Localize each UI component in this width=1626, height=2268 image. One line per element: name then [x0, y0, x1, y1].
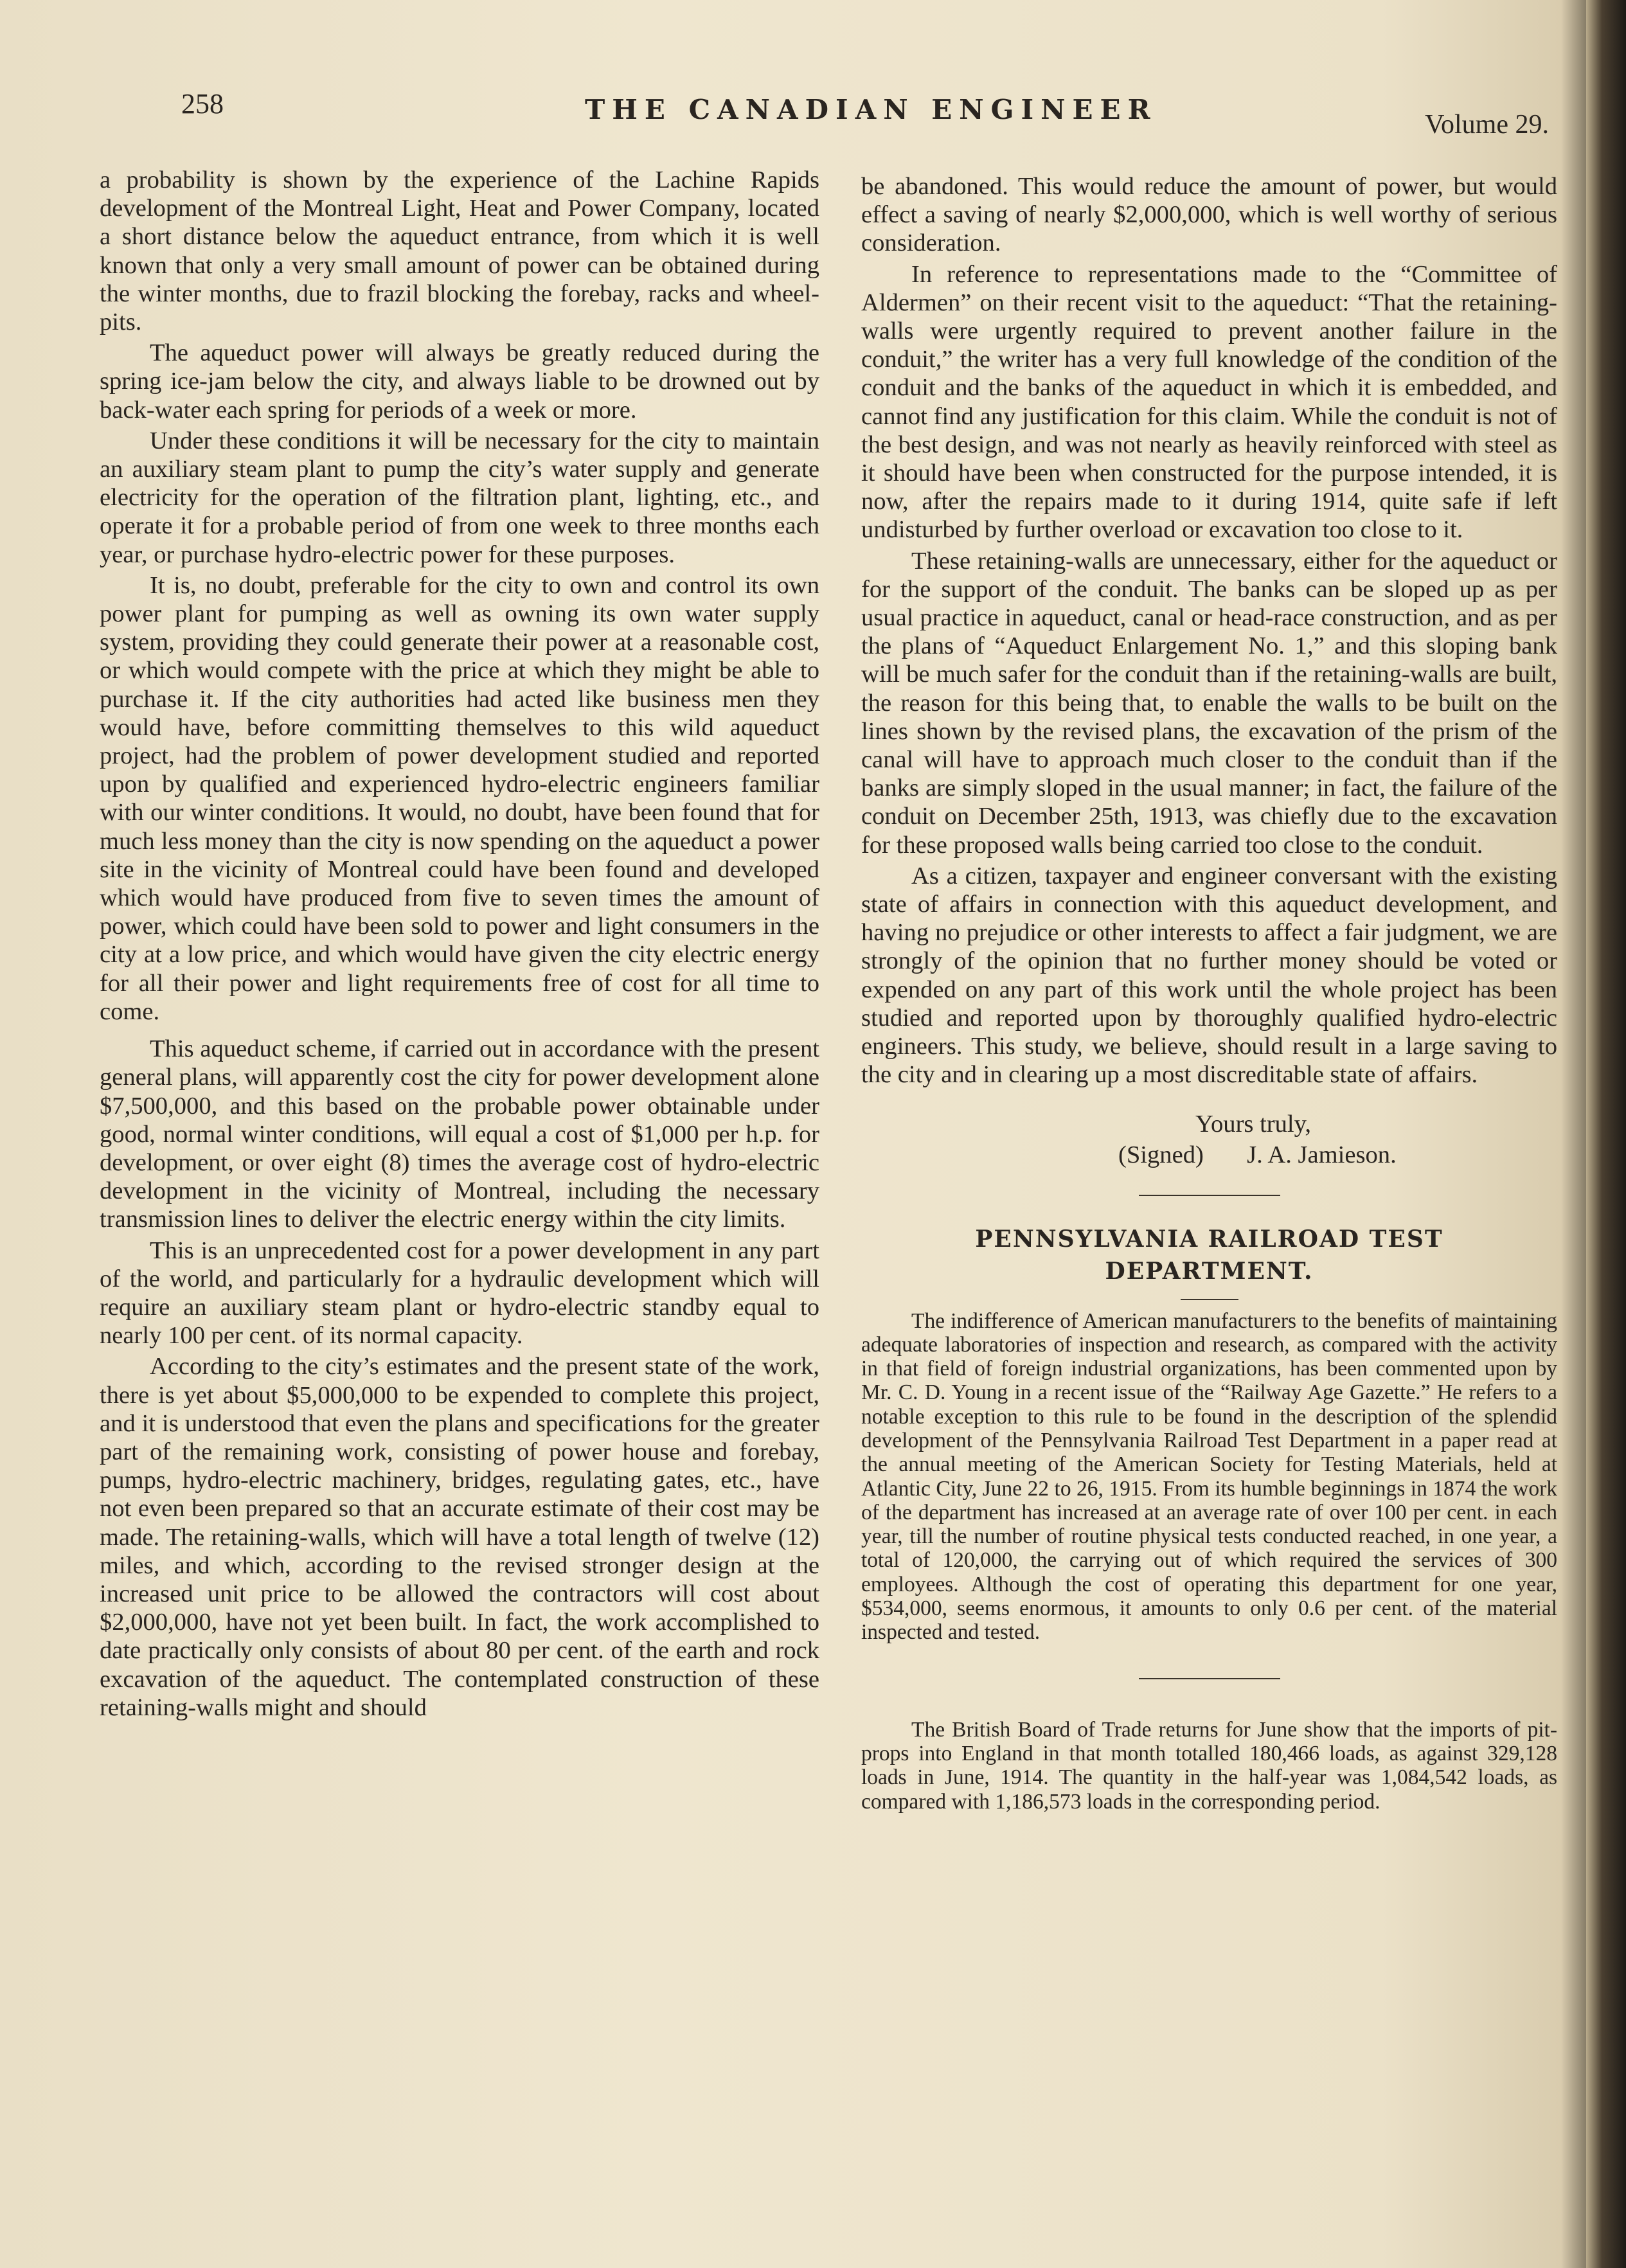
article-title-line: DEPARTMENT. — [1105, 1257, 1314, 1285]
page-number: 258 — [181, 88, 224, 120]
paragraph: The aqueduct power will always be greatly reduced during the spring ice-jam below the city, and always liable to be drowned out by back-water each spring for periods of a week or more. — [100, 339, 819, 424]
right-column — [861, 172, 1557, 1814]
article-title — [861, 1223, 1557, 1287]
paragraph: be abandoned. This would reduce the amount of power, but would effect a saving of nearly $2,000,000, which is well worthy of serious consideration. — [861, 173, 1557, 257]
paragraph: Under these conditions it will be necessary for the city to maintain an auxiliary steam plant to pump the city’s water supply and generate electricity for the operation of the filtration plant, lighting, etc., and operate it for a probable period of from one week to three months each year, or purchase hydro-electric power for these purposes. — [100, 427, 819, 568]
closing-line: Yours truly, — [1195, 1110, 1312, 1138]
signed-label: (Signed) — [1118, 1141, 1204, 1168]
trade-note — [861, 1718, 1557, 1814]
running-header — [174, 84, 1549, 141]
paragraph: This aqueduct scheme, if carried out in accordance with the present general plans, will apparently cost the city for power development alone $7,500,000, and this based on the probable power obtainable under good, normal winter conditions, will equal a cost of $1,000 per h.p. for development, or over eight (8) times the average cost of hydro-electric development in the vicinity of Montreal, including the necessary transmission lines to deliver the electric energy within the city limits. — [100, 1035, 819, 1233]
letter-signature — [861, 1109, 1557, 1170]
page-edge-shadow — [1586, 0, 1626, 2268]
paragraph: It is, no doubt, preferable for the city to own and control its own power plant for pumping as well as owning its own water supply system, providing they could generate their power at a reasonable cost, or which would compete with the price at which they might be able to purchase it. If the city authorities had acted like business men they would have, before committing themselves to this wild aqueduct project, had the problem of power development studied and reported upon by qualified and experienced hydro-electric engineers familiar with our winter conditions. It would, no doubt, have been found that for much less money than the city is now spending on the aqueduct a power site in the vicinity of Montreal could have been found and developed which would have produced from five to seven times the amount of power, which could have been sold to power and light consumers in the city at a low price, and which would have given the city electric energy for all their power and light requirements free of cost for all time to come. — [100, 571, 819, 1025]
journal-title: THE CANADIAN ENGINEER — [585, 94, 1157, 125]
section-divider — [1139, 1195, 1280, 1196]
section-divider — [1139, 1678, 1280, 1679]
paragraph: The indifference of American manufacturers to the benefits of maintaining adequate laboratories of inspection and research, as compared with the activity in that field of foreign industrial organizations, has been commented upon by Mr. C. D. Young in a recent issue of the “Railway Age Gazette.” He refers to a notable exception to this rule to be found in the description of the splendid development of the Pennsylvania Railroad Test Department in a paper read at the annual meeting of the American Society for Testing Materials, held at Atlantic City, June 22 to 26, 1915. From its humble beginnings in 1874 the work of the department has increased at an average rate of over 100 per cent. in each year, till the number of routine physical tests conducted reached, in one year, a total of 120,000, the carrying out of which required the services of 300 employees. Although the cost of operating this department for one year, $534,000, seems enormous, it amounts to only 0.6 per cent. of the material inspected and tested. — [861, 1308, 1557, 1645]
paragraph: The British Board of Trade returns for June show that the imports of pit-props into England in that month totalled 180,466 loads, as against 329,128 loads in June, 1914. The quantity in the half-year was 1,084,542 loads, as compared with 1,186,573 loads in the corresponding period. — [861, 1717, 1557, 1814]
paragraph: In reference to representations made to the “Committee of Aldermen” on their recent visit to the aqueduct: “That the retaining-walls were urgently required to prevent another failure in the conduit,” the writer has a very full knowledge of the condition of the conduit and the banks of the aqueduct in which it is embedded, and cannot find any justification for this claim. While the conduit is not of the best design, and was not nearly as heavily reinforced with steel as it should have been when constructed for the purpose intended, it is now, after the repairs made to it during 1914, quite safe if left undisturbed by further overload or excavation too close to it. — [861, 260, 1557, 544]
paragraph: a probability is shown by the experience of the Lachine Rapids development of the Montreal Light, Heat and Power Company, located a short distance below the aqueduct entrance, from which it is well known that only a very small amount of power can be obtained during the winter months, due to frazil blocking the forebay, racks and wheel-pits. — [100, 166, 819, 336]
paragraph: As a citizen, taxpayer and engineer conversant with the existing state of affairs in connection with this aqueduct development, and having no prejudice or other interests to affect a fair judgment, we are strongly of the opinion that no further money should be voted or expended on any part of this work until the whole project has been studied and reported upon by thoroughly qualified hydro-electric engineers. This study, we believe, should result in a large saving to the city and in clearing up a most discreditable state of affairs. — [861, 862, 1557, 1089]
paragraph: This is an unprecedented cost for a power development in any part of the world, and particularly for a hydraulic development which will require an auxiliary steam plant or hydro-electric standby equal to nearly 100 per cent. of its normal capacity. — [100, 1237, 819, 1350]
title-divider — [1181, 1299, 1238, 1300]
paragraph: According to the city’s estimates and the present state of the work, there is yet about $5,000,000 to be expended to complete this project, and it is understood that even the plans and specifications for the greater part of the remaining work, consisting of power house and forebay, pumps, hydro-electric machinery, bridges, regulating gates, etc., have not even been prepared so that an accurate estimate of their cost may be made. The retaining-walls, which will have a total length of twelve (12) miles, and which, according to the revised stronger design at the increased unit price to be allowed the contractors will cost about $2,000,000, have not yet been built. In fact, the work accomplished to date practically only consists of about 80 per cent. of the earth and rock excavation of the aqueduct. The contemplated construction of these retaining-walls might and should — [100, 1353, 819, 1721]
signer-name: J. A. Jamieson. — [1247, 1141, 1397, 1168]
article-body — [861, 1309, 1557, 1645]
paragraph: These retaining-walls are unnecessary, either for the aqueduct or for the support of the conduit. The banks can be sloped up as per usual practice in aqueduct, canal or head-race construction, and as per the plans of “Aqueduct Enlargement No. 1,” and this sloping bank will be much safer for the conduit than if the retaining-walls are built, the reason for this being that, to enable the walls to be built on the lines shown by the revised plans, the excavation of the prism of the canal will have to approach much closer to the conduit than if the banks are simply sloped in the usual manner; in fact, the failure of the conduit on December 25th, 1913, was chiefly due to the excavation for these proposed walls being carried too close to the conduit. — [861, 547, 1557, 859]
article-title-line: PENNSYLVANIA RAILROAD TEST — [975, 1225, 1443, 1253]
volume-label: Volume 29. — [1425, 110, 1549, 139]
left-column — [100, 166, 819, 1722]
signature-line — [1118, 1139, 1557, 1170]
